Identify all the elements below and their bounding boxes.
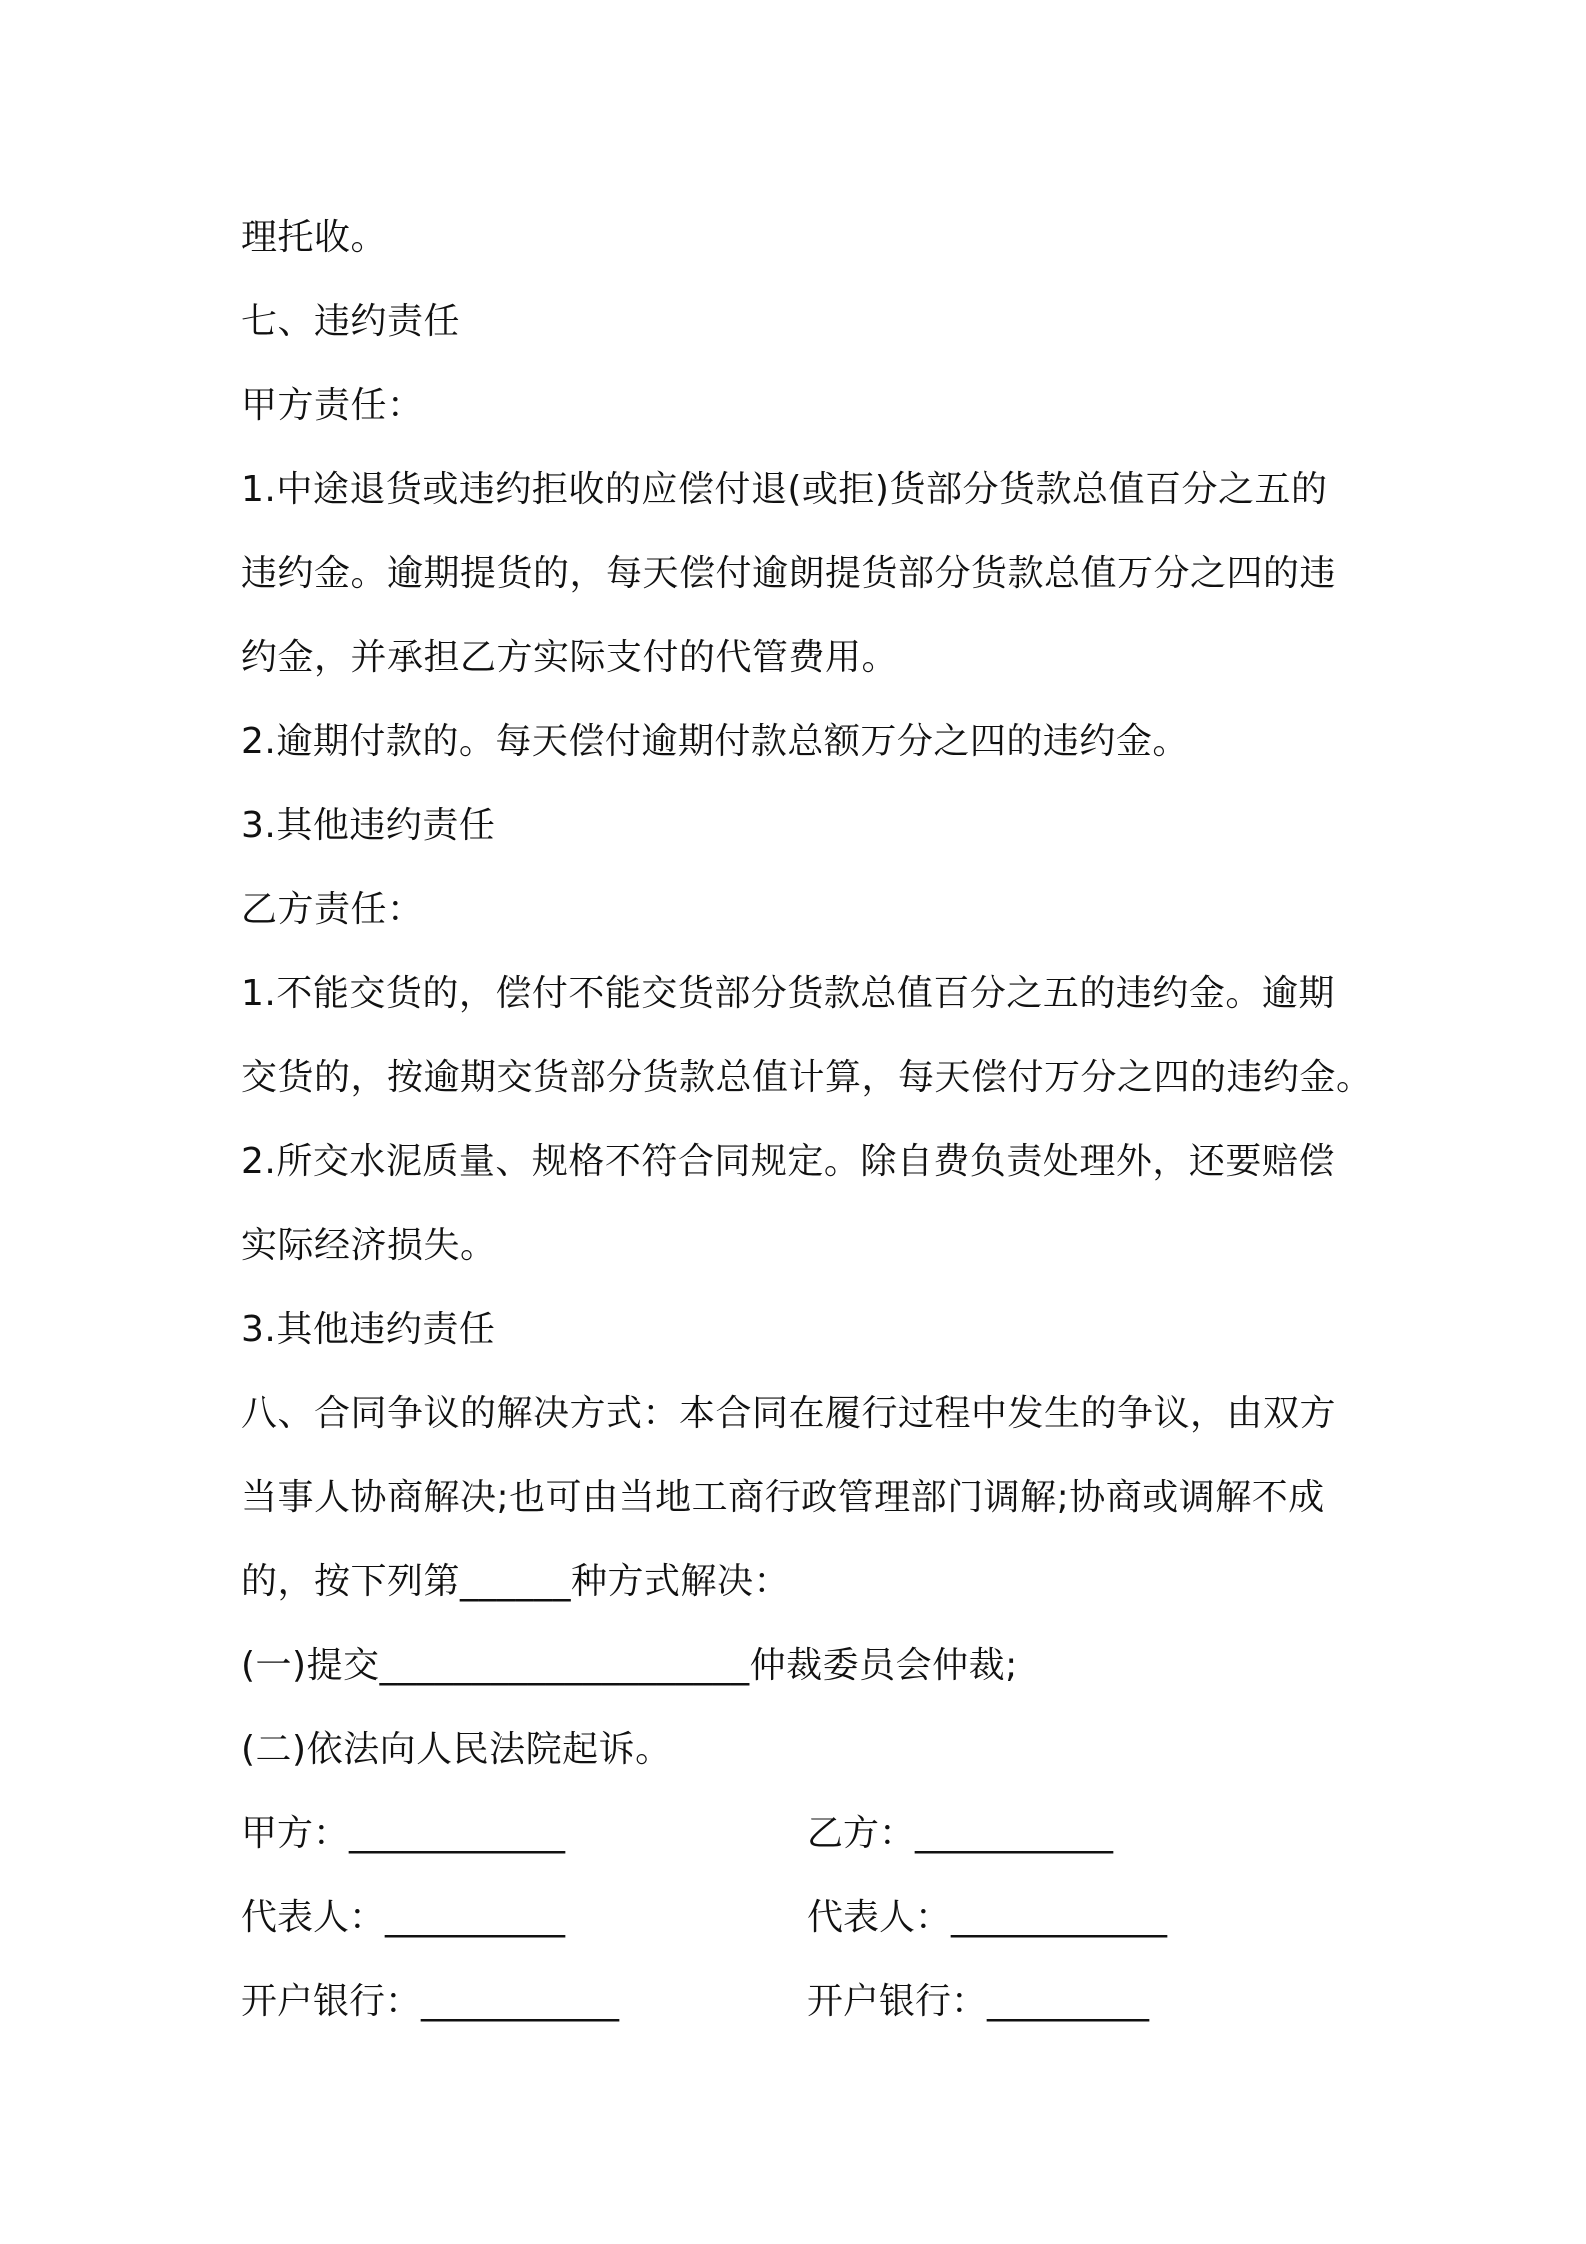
party-a-bank-field: 开户银行：___________ <box>241 1981 620 2022</box>
contract-body <box>241 196 1373 2044</box>
text-line: 3.其他违约责任 <box>241 1309 496 1350</box>
text-line: 1.不能交货的，偿付不能交货部分货款总值百分之五的违约金。逾期 <box>241 973 1335 1014</box>
text-line: 交货的，按逾期交货部分货款总值计算，每天偿付万分之四的违约金。 <box>241 1057 1373 1098</box>
text-line: (二)依法向人民法院起诉。 <box>241 1729 672 1770</box>
text-line: 的，按下列第______种方式解决： <box>241 1561 791 1602</box>
section-heading: 八、合同争议的解决方式：本合同在履行过程中发生的争议，由双方 <box>241 1393 1337 1434</box>
text-line: 2.所交水泥质量、规格不符合同规定。除自费负责处理外，还要赔偿 <box>241 1141 1335 1182</box>
signature-row <box>241 1792 1361 1876</box>
text-line: 当事人协商解决;也可由当地工商行政管理部门调解;协商或调解不成 <box>241 1477 1325 1518</box>
party-b-bank-field: 开户银行：_________ <box>807 1981 1150 2022</box>
text-line: 2.逾期付款的。每天偿付逾期付款总额万分之四的违约金。 <box>241 721 1189 762</box>
text-line: 理托收。 <box>241 217 388 258</box>
signature-row <box>241 1876 1361 1960</box>
party-b-representative-field: 代表人：____________ <box>807 1897 1168 1938</box>
party-a-name-field: 甲方：____________ <box>241 1813 566 1854</box>
party-a-representative-field: 代表人：__________ <box>241 1897 566 1938</box>
subsection-heading: 甲方责任： <box>241 385 424 426</box>
text-line: 约金，并承担乙方实际支付的代管费用。 <box>241 637 899 678</box>
text-line: 违约金。逾期提货的，每天偿付逾朗提货部分货款总值万分之四的违 <box>241 553 1337 594</box>
text-line: (一)提交____________________仲裁委员会仲裁; <box>241 1645 1018 1686</box>
text-line: 3.其他违约责任 <box>241 805 496 846</box>
party-b-name-field: 乙方：___________ <box>807 1813 1114 1854</box>
section-heading: 七、违约责任 <box>241 301 461 342</box>
signature-row <box>241 1960 1361 2044</box>
subsection-heading: 乙方责任： <box>241 889 424 930</box>
text-line: 1.中途退货或违约拒收的应偿付退(或拒)货部分货款总值百分之五的 <box>241 469 1328 510</box>
text-line: 实际经济损失。 <box>241 1225 497 1266</box>
